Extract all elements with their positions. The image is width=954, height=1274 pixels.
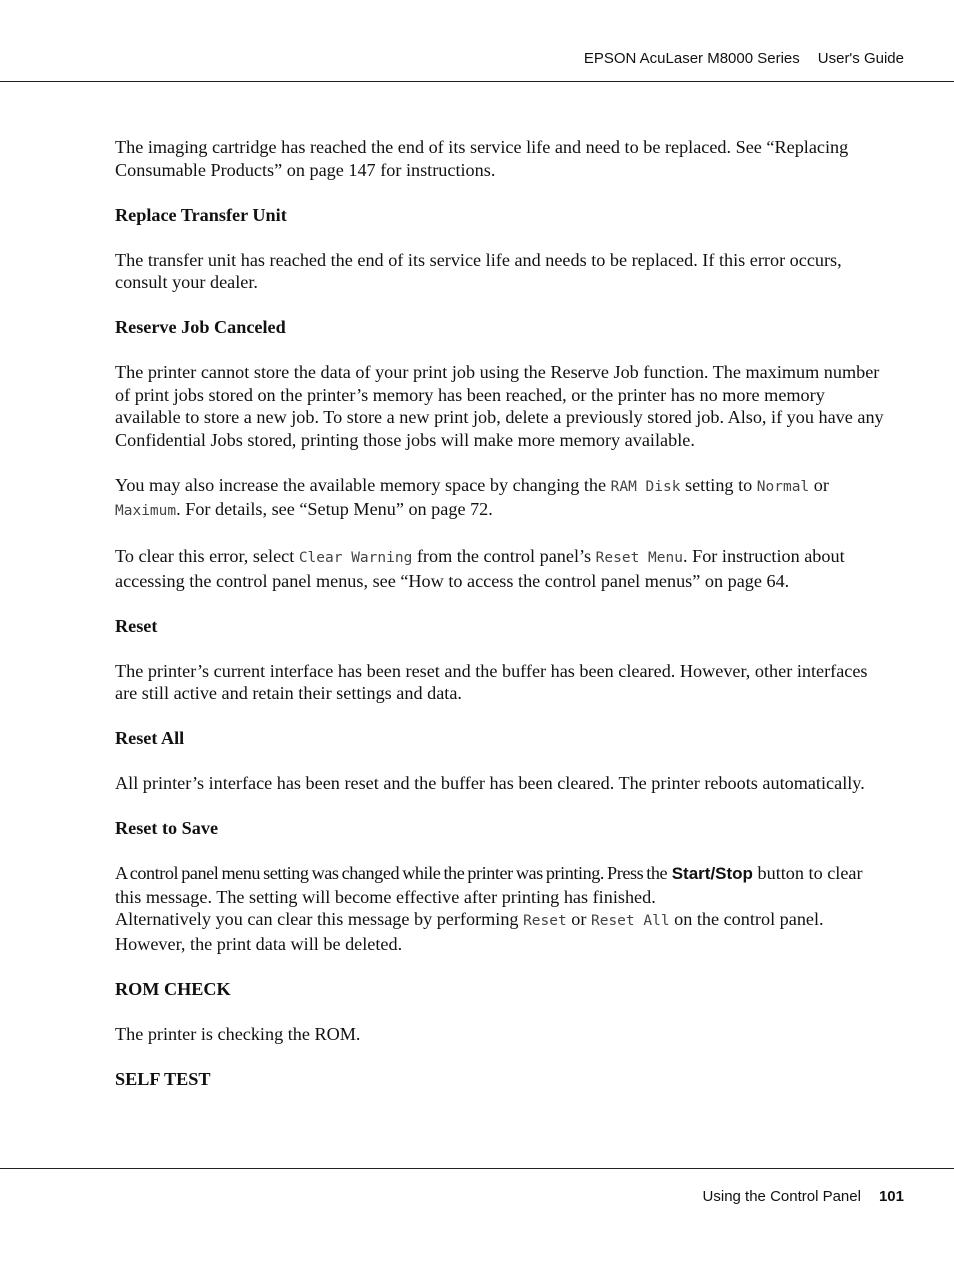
- page-number: 101: [878, 1188, 904, 1205]
- text-span: A control panel menu setting was changed while the printer was printing. Press the: [115, 863, 668, 883]
- code-reset-menu: Reset Menu: [595, 550, 683, 566]
- page-header: [0, 0, 954, 82]
- heading-reset-to-save: Reset to Save: [115, 818, 219, 838]
- text-span: You may also increase the available memory space by changing the: [115, 474, 607, 495]
- reset-to-save-text: [115, 862, 885, 955]
- reserve-job-canceled-p2: [115, 474, 885, 523]
- text-span: setting to: [685, 474, 753, 495]
- reserve-job-canceled-p3: [115, 545, 885, 592]
- rom-check-text: The printer is checking the ROM.: [115, 1023, 361, 1044]
- header-product: EPSON AcuLaser M8000 Series: [583, 50, 800, 67]
- text-span: Alternatively you can clear this message by performing: [115, 909, 519, 929]
- text-span: on the control panel. However, the print data will be deleted.: [115, 909, 824, 954]
- heading-rom-check: ROM CHECK: [115, 978, 231, 999]
- header-guide: User's Guide: [817, 50, 904, 67]
- start-stop-button-label: Start/Stop: [671, 864, 753, 883]
- page-footer: [0, 1168, 954, 1205]
- intro-paragraph: The imaging cartridge has reached the end of its service life and need to be replaced. See “Replacing Consumable Products” on page 147 for instructions.: [115, 137, 849, 180]
- code-clear-warning: Clear Warning: [298, 550, 413, 566]
- text-span: . For instruction about accessing the control panel menus, see “How to access the control panel menus” on page 64.: [115, 546, 845, 591]
- code-reset-all: Reset All: [590, 913, 670, 929]
- code-ram-disk: RAM Disk: [610, 478, 681, 495]
- text-span: or: [571, 909, 587, 929]
- code-reset: Reset: [523, 913, 567, 929]
- heading-self-test: SELF TEST: [115, 1068, 211, 1089]
- reset-text: The printer’s current interface has been reset and the buffer has been cleared. However, other interfaces are still active and retain their settings and data.: [115, 660, 868, 703]
- heading-replace-transfer-unit: Replace Transfer Unit: [115, 204, 287, 225]
- heading-reset-all: Reset All: [115, 728, 185, 748]
- code-maximum: Maximum: [115, 503, 177, 519]
- reserve-job-canceled-p1: The printer cannot store the data of your print job using the Reserve Job function. The maximum number of print jobs stored on the printer’s memory has been reached, or the printer has no more memory available to store a new job. To store a new print job, delete a previously stored job. Also, if you have any Confidential Jobs stored, printing those jobs will make more memory available.: [115, 362, 884, 450]
- replace-transfer-unit-text: The transfer unit has reached the end of its service life and needs to be replaced. If this error occurs, consult your dealer.: [115, 249, 842, 292]
- heading-reset: Reset: [115, 615, 158, 636]
- header-text: [584, 50, 904, 67]
- reset-all-text: All printer’s interface has been reset and the buffer has been cleared. The printer reboots automatically.: [115, 773, 865, 793]
- heading-reserve-job-canceled: Reserve Job Canceled: [115, 317, 286, 337]
- code-normal: Normal: [756, 478, 810, 495]
- text-span: . For details, see “Setup Menu” on page 72.: [176, 499, 493, 519]
- text-span: To clear this error, select: [115, 546, 295, 566]
- page-content: [115, 136, 885, 1113]
- text-span: button to clear this message. The setting will become effective after printing has finished.: [115, 863, 863, 907]
- footer-section: Using the Control Panel: [702, 1188, 861, 1205]
- text-span: or: [813, 474, 829, 495]
- text-span: from the control panel’s: [416, 546, 592, 566]
- footer-text: [703, 1188, 904, 1205]
